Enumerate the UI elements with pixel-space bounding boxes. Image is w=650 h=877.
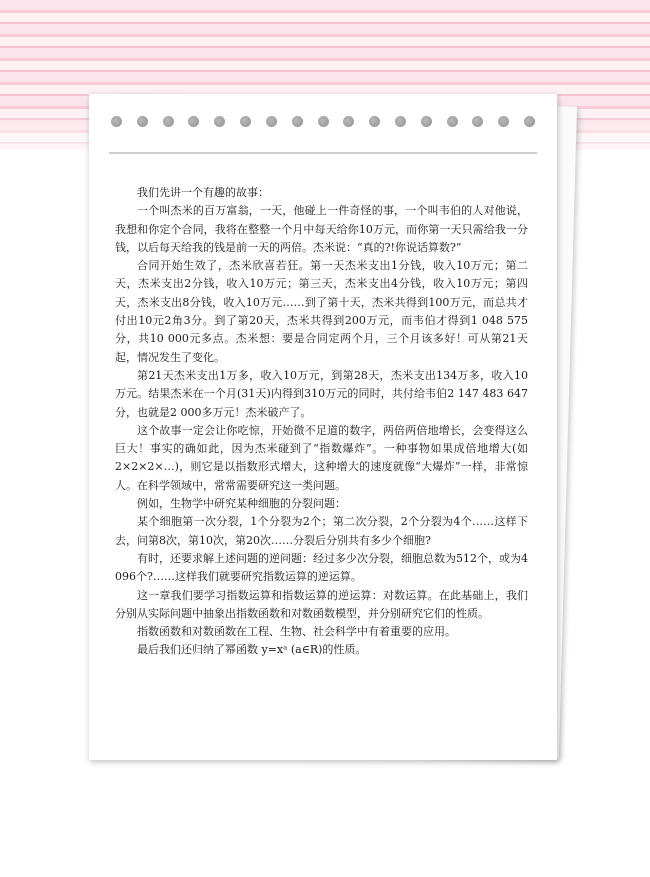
paragraph-cell-example: 例如，生物学中研究某种细胞的分裂问题：: [137, 497, 346, 511]
binding-hole: [292, 116, 303, 127]
binding-hole: [188, 116, 199, 127]
paragraph-exponential-explosion: 这个故事一定会让你吃惊，开始微不足道的数字，两倍两倍地增长，会变得这么巨大！事实的确如此，因为杰米碰到了“指数爆炸”。一种事物如果成倍地增大(如2×2×2×…)，则它是以指数形式增大，这种增大的速度就像“大爆炸”一样，非常惊人。在科学领域中，常常需要研究这一类问题。: [115, 423, 528, 492]
binding-hole: [421, 116, 432, 127]
header-rule: [109, 152, 537, 154]
notebook-page: [89, 94, 557, 760]
binding-hole: [524, 116, 535, 127]
binding-hole: [240, 116, 251, 127]
binding-hole: [343, 116, 354, 127]
binding-hole: [137, 116, 148, 127]
binding-hole: [214, 116, 225, 127]
paragraph-cell-division: 某个细胞第一次分裂，1个分裂为2个；第二次分裂，2个分裂为4个……这样下去，问第8次，第10次，第20次……分裂后分别共有多少个细胞?: [115, 515, 528, 547]
paragraph-first-days: 合同开始生效了，杰米欣喜若狂。第一天杰米支出1分钱，收入10万元；第二天，杰米支出2分钱，收入10万元；第三天，杰米支出4分钱，收入10万元；第四天，杰米支出8分钱，收入10万元……到了第十天，杰米共得到100万元，而总共才付出10元2角3分。到了第20天，杰米共得到200万元，而韦伯才得到1 048 575分，共10 000元多点。杰米想：要是合同定两个月，三个月该多好！可从第21天起，情况发生了变化。: [115, 259, 528, 364]
paragraph-contract-offer: 一个叫杰米的百万富翁，一天，他碰上一件奇怪的事，一个叫韦伯的人对他说，我想和你定个合同，我将在整整一个月中每天给你10万元，而你第一天只需给我一分钱，以后每天给我的钱是前一天的两倍。杰米说：“真的?!你说话算数?”: [115, 204, 528, 254]
binding-hole: [266, 116, 277, 127]
paragraph-inverse-problem: 有时，还要求解上述问题的逆问题：经过多少次分裂，细胞总数为512个，或为4 096个?……这样我们就要研究指数运算的逆运算。: [115, 551, 528, 584]
paragraph-power-function: 最后我们还归纳了幂函数 y=xᵃ (a∈R)的性质。: [137, 643, 367, 657]
paragraph-chapter-overview: 这一章我们要学习指数运算和指数运算的逆运算：对数运算。在此基础上，我们分别从实际问题中抽象出指数函数和对数函数模型，并分别研究它们的性质。: [115, 588, 528, 620]
binding-hole: [163, 116, 174, 127]
paragraph-bankrupt: 第21天杰米支出1万多，收入10万元，到第28天，杰米支出134万多，收入10万元。结果杰米在一个月(31天)内得到310万元的同时，共付给韦伯2 147 483 647分，也就是2 000多万元！杰米破产了。: [115, 368, 528, 419]
story-text: [115, 184, 528, 660]
paragraph-applications: 指数函数和对数函数在工程、生物、社会科学中有着重要的应用。: [137, 625, 456, 639]
binding-hole: [369, 116, 380, 127]
binding-holes: [111, 114, 535, 128]
binding-hole: [498, 116, 509, 127]
binding-hole: [472, 116, 483, 127]
binding-hole: [111, 116, 122, 127]
binding-hole: [318, 116, 329, 127]
paragraph-intro: 我们先讲一个有趣的故事：: [137, 186, 269, 199]
binding-hole: [447, 116, 458, 127]
binding-hole: [395, 116, 406, 127]
